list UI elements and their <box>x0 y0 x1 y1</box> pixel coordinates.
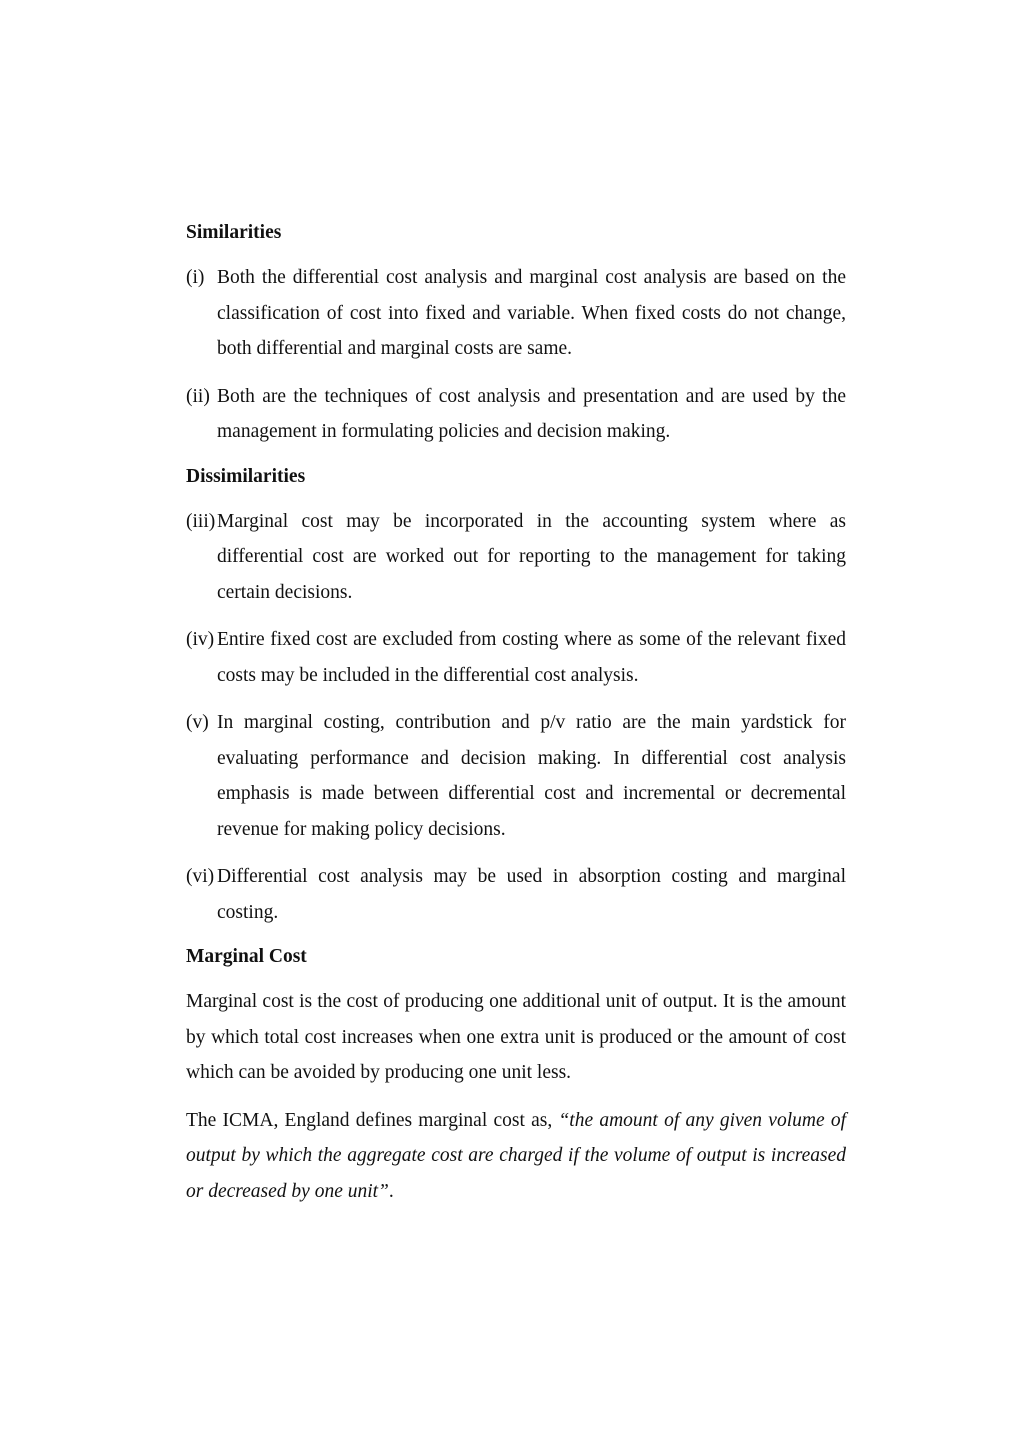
list-item-text: Both are the techniques of cost analysis and presentation and are used by the management in formulating policies and decision making. <box>217 385 846 442</box>
list-item-text: Both the differential cost analysis and marginal cost analysis are based on the classification of cost into fixed and variable. When fixed costs do not change, both differential and marginal costs are same. <box>217 267 846 359</box>
list-item-text: Entire fixed cost are excluded from costing where as some of the relevant fixed costs may be included in the differential cost analysis. <box>217 629 846 686</box>
definition-quote: “the amount of any given volume of output by which the aggregate cost are charged if the volume of output is increased or decreased by one unit” <box>186 1109 846 1202</box>
list-marker: (i) <box>186 267 205 288</box>
list-marker: (iii) <box>186 510 216 532</box>
icma-definition-paragraph <box>186 1103 846 1210</box>
list-item <box>186 504 846 611</box>
list-item <box>186 260 846 367</box>
list-marker: (v) <box>186 712 209 733</box>
dissimilarities-heading: Dissimilarities <box>186 465 306 487</box>
list-item-text: Differential cost analysis may be used in absorption costing and marginal costing. <box>217 866 846 923</box>
list-item <box>186 859 846 930</box>
marginal-cost-heading: Marginal Cost <box>186 946 307 967</box>
similarities-heading: Similarities <box>186 222 282 243</box>
document-page <box>186 218 846 1221</box>
list-marker: (iv) <box>186 629 215 650</box>
marginal-cost-paragraph: Marginal cost is the cost of producing one additional unit of output. It is the amount by which total cost increases when one extra unit is produced or the amount of cost which can be avoided by producing one unit less. <box>186 991 846 1083</box>
list-item <box>186 622 846 693</box>
definition-end: . <box>388 1180 394 1202</box>
list-item-text: Marginal cost may be incorporated in the accounting system where as differential cost are worked out for reporting to the management for taking certain decisions. <box>217 510 846 603</box>
list-marker: (ii) <box>186 385 210 407</box>
list-item-text: In marginal costing, contribution and p/v ratio are the main yardstick for evaluating performance and decision making. In differential cost analysis emphasis is made between differential cost and incremental or decremental revenue for making policy decisions. <box>217 712 846 840</box>
definition-intro: The ICMA, England defines marginal cost as, <box>186 1109 559 1131</box>
list-item <box>186 379 846 450</box>
list-marker: (vi) <box>186 866 215 887</box>
list-item <box>186 705 846 847</box>
